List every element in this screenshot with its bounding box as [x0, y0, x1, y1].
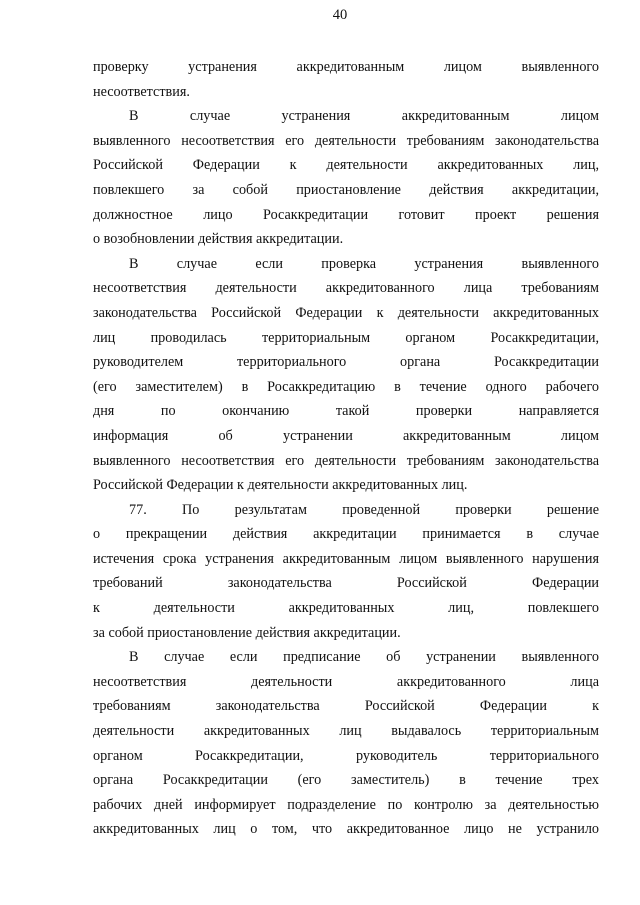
paragraph-territorial-check	[93, 252, 599, 498]
text-line: 77. По результатам проведенной проверки решение	[129, 501, 599, 518]
text-line: требованиям законодательства Российской Федерации к	[93, 698, 599, 715]
text-line: лиц проводилась территориальным органом Росаккредитации,	[93, 329, 599, 346]
text-line: органа Росаккредитации (его заместитель) в течение трех	[93, 772, 599, 789]
text-line: руководителем территориального органа Росаккредитации	[93, 354, 599, 371]
text-line: несоответствия деятельности аккредитованного лица требованиям	[93, 280, 599, 297]
text-line: о возобновлении действия аккредитации.	[93, 231, 344, 248]
paragraph-item-77	[93, 498, 599, 646]
text-line: проверку устранения аккредитованным лицом выявленного	[93, 59, 599, 75]
text-line: Российской Федерации к деятельности аккредитованных лиц.	[93, 477, 468, 494]
text-line: требований законодательства Российской Федерации	[93, 575, 599, 592]
text-line: повлекшего за собой приостановление действия аккредитации,	[93, 181, 599, 198]
text-line: В случае если проверка устранения выявленного	[129, 255, 599, 272]
text-line: несоответствия.	[93, 83, 190, 100]
text-line: органом Росаккредитации, руководитель территориального	[93, 747, 599, 764]
text-line: выявленного несоответствия его деятельности требованиям законодательства	[93, 132, 599, 149]
paragraph-continuation	[93, 55, 599, 104]
text-line: выявленного несоответствия его деятельности требованиям законодательства	[93, 452, 599, 469]
text-line: должностное лицо Росаккредитации готовит проект решения	[93, 206, 599, 223]
text-line: В случае устранения аккредитованным лицом	[129, 108, 599, 125]
text-line: информация об устранении аккредитованным лицом	[93, 427, 599, 444]
text-line: несоответствия деятельности аккредитованного лица	[93, 673, 599, 690]
text-line: рабочих дней информирует подразделение по контролю за деятельностью	[93, 796, 599, 813]
text-line: о прекращении действия аккредитации принимается в случае	[93, 526, 599, 543]
text-line: Российской Федерации к деятельности аккредитованных лиц,	[93, 157, 599, 174]
text-line: деятельности аккредитованных лиц выдавалось территориальным	[93, 723, 599, 740]
paragraph-prescription	[93, 645, 599, 842]
text-line: за собой приостановление действия аккредитации.	[93, 624, 401, 641]
paragraph-resumption	[93, 104, 599, 252]
text-line: аккредитованных лиц о том, что аккредитованное лицо не устранило	[93, 821, 599, 838]
text-line: дня по окончанию такой проверки направляется	[93, 403, 599, 420]
text-line: законодательства Российской Федерации к деятельности аккредитованных	[93, 304, 599, 321]
text-line: к деятельности аккредитованных лиц, повлекшего	[93, 600, 599, 617]
text-line: (его заместителем) в Росаккредитацию в течение одного рабочего	[93, 378, 599, 395]
page-number: 40	[332, 7, 348, 23]
document-body	[93, 55, 599, 842]
text-line: В случае если предписание об устранении выявленного	[129, 649, 599, 666]
text-line: истечения срока устранения аккредитованным лицом выявленного нарушения	[93, 550, 599, 567]
